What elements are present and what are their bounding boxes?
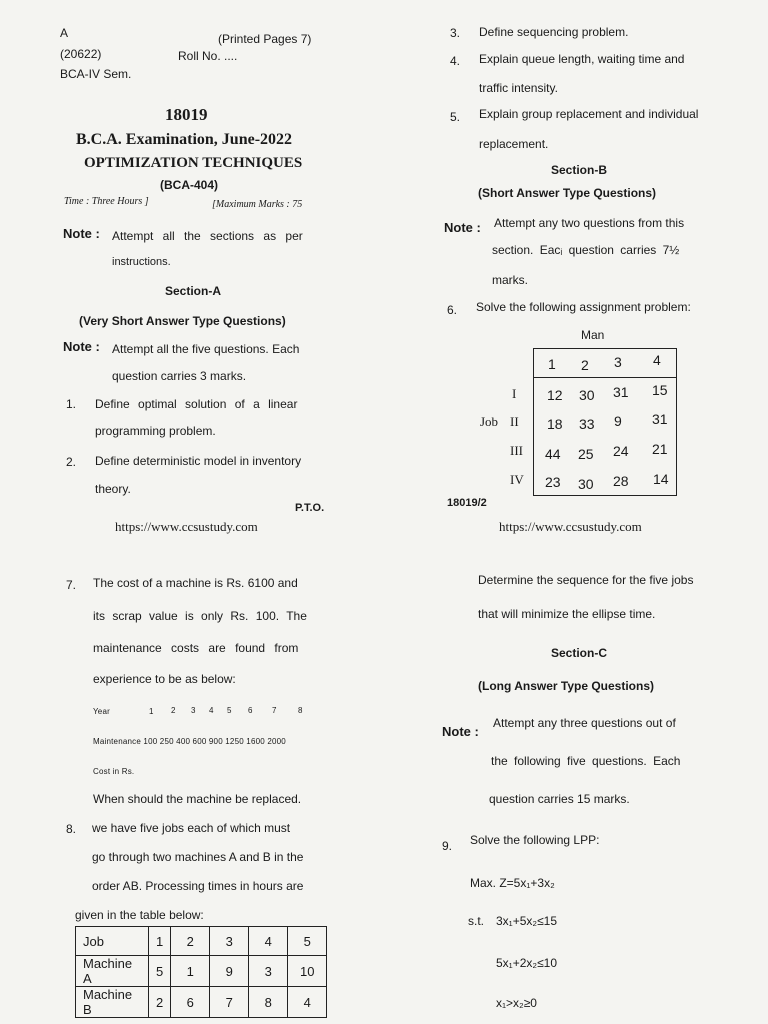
table-header-cell: 2: [171, 927, 210, 956]
question-number: 3.: [450, 26, 461, 40]
table-row: [76, 927, 327, 956]
year-value: 1: [149, 707, 154, 716]
matrix-cell: 14: [653, 471, 669, 487]
section-title: Section-B: [551, 163, 608, 177]
col-header: 2: [581, 357, 589, 373]
row-label: IV: [510, 472, 524, 487]
constraint: 5x₁+2x₂≤10: [496, 956, 557, 970]
question-number: 4.: [450, 54, 461, 68]
roll-number: Roll No. ....: [178, 49, 238, 63]
table-header-cell: 4: [249, 927, 288, 956]
matrix-cell: 33: [579, 416, 595, 432]
question-text: traffic intensity.: [479, 81, 558, 95]
question-number: 7.: [66, 578, 77, 592]
time-allowed: Time : Three Hours ]: [64, 196, 149, 207]
year-value: 6: [248, 706, 253, 715]
table-header-cell: 3: [210, 927, 249, 956]
note-text: Attempt all the five questions. Each: [112, 342, 300, 356]
note-text: question carries 3 marks.: [112, 369, 247, 383]
question-text: Define deterministic model in inventory: [95, 454, 302, 468]
constraint: x₁>x₂≥0: [496, 996, 537, 1010]
question-text: Explain queue length, waiting time and: [479, 52, 685, 66]
matrix-cell: 30: [578, 476, 594, 492]
question-number: 1.: [66, 397, 77, 411]
year-value: 8: [298, 706, 303, 715]
table-cell: 6: [171, 987, 210, 1018]
maximum-marks: [Maximum Marks : 75: [212, 199, 303, 210]
matrix-cell: 24: [613, 443, 629, 459]
semester: BCA-IV Sem.: [60, 67, 132, 81]
table-header-cell: 5: [288, 927, 327, 956]
year-value: 4: [209, 706, 214, 715]
table-cell: Machine A: [76, 956, 149, 987]
table-cell: 8: [249, 987, 288, 1018]
question-text: go through two machines A and B in the: [92, 850, 304, 864]
question-number: 9.: [442, 839, 453, 853]
matrix-cell: 28: [613, 473, 629, 489]
note-text: the following five questions. Each: [491, 754, 681, 768]
question-number: 6.: [447, 303, 458, 317]
matrix-cell: 21: [652, 441, 668, 457]
year-value: 2: [171, 706, 176, 715]
table-header-cell: 1: [149, 927, 171, 956]
question-text: Solve the following assignment problem:: [476, 300, 691, 314]
table-header-cell: Job: [76, 927, 149, 956]
objective-function: Max. Z=5x₁+3x₂: [470, 876, 555, 890]
paper-number: 18019: [165, 105, 208, 124]
question-number: 8.: [66, 822, 77, 836]
table-cell: 3: [249, 956, 288, 987]
question-text: Define sequencing problem.: [479, 25, 629, 39]
matrix-cell: 23: [545, 474, 561, 490]
paper-code: (20622): [60, 47, 102, 61]
note-label: Note :: [442, 724, 479, 739]
matrix-row-label: Job: [480, 414, 499, 429]
table-cell: 5: [149, 956, 171, 987]
table-row: [76, 956, 327, 987]
row-label: III: [510, 443, 523, 458]
note-text: Attempt any two questions from this: [494, 216, 685, 230]
exam-title: B.C.A. Examination, June-2022: [76, 131, 293, 148]
question-text: theory.: [95, 482, 131, 496]
col-header: 4: [653, 352, 661, 368]
question-text: maintenance costs are found from: [93, 641, 299, 655]
processing-times-table: [75, 926, 327, 1018]
subject-to-label: s.t.: [468, 914, 485, 928]
matrix-cell: 31: [652, 411, 668, 427]
cost-label: Cost in Rs.: [93, 767, 135, 776]
section-title: Section-C: [551, 646, 608, 660]
matrix-cell: 44: [545, 446, 561, 462]
col-header: 1: [548, 356, 556, 372]
table-cell: 10: [288, 956, 327, 987]
note-label: Note :: [444, 220, 481, 235]
col-header: 3: [614, 354, 622, 370]
section-subtitle: (Very Short Answer Type Questions): [79, 314, 286, 328]
subject-code: (BCA-404): [160, 178, 219, 192]
table-cell: 4: [288, 987, 327, 1018]
question-text: programming problem.: [95, 424, 216, 438]
matrix-cell: 15: [652, 382, 668, 398]
table-cell: 9: [210, 956, 249, 987]
section-title: Section-A: [165, 284, 222, 298]
question-text: Define optimal solution of a linear: [95, 397, 298, 411]
question-number: 5.: [450, 110, 461, 124]
question-text: we have five jobs each of which must: [92, 821, 291, 835]
matrix-cell: 30: [579, 387, 595, 403]
question-text: Explain group replacement and individual: [479, 107, 699, 121]
page-footer-code: 18019/2: [447, 497, 487, 509]
matrix-cell: 25: [578, 446, 594, 462]
website-url: https://www.ccsustudy.com: [115, 519, 258, 534]
note-label: Note :: [63, 339, 100, 354]
maintenance-row: Maintenance 100 250 400 600 900 1250 1600 2000: [93, 737, 286, 746]
year-value: 3: [191, 706, 196, 715]
question-text: its scrap value is only Rs. 100. The: [93, 609, 307, 623]
note-text: Attempt any three questions out of: [493, 716, 676, 730]
note-text: question carries 15 marks.: [489, 792, 630, 806]
question-text: replacement.: [479, 137, 549, 151]
question-text: experience to be as below:: [93, 672, 236, 686]
matrix-cell: 9: [614, 413, 622, 429]
question-number: 2.: [66, 455, 77, 469]
note-text: instructions.: [112, 256, 171, 268]
matrix-cell: 12: [547, 387, 563, 403]
pto-label: P.T.O.: [295, 502, 325, 514]
constraint: 3x₁+5x₂≤15: [496, 914, 557, 928]
question-text: Determine the sequence for the five jobs: [478, 573, 694, 587]
question-text: given in the table below:: [75, 908, 204, 922]
section-subtitle: (Long Answer Type Questions): [478, 679, 655, 693]
table-cell: 7: [210, 987, 249, 1018]
matrix-title: Man: [581, 328, 605, 342]
note-label: Note :: [63, 226, 100, 241]
series-label: A: [60, 26, 69, 40]
row-label: I: [512, 386, 517, 401]
matrix-cell: 18: [547, 416, 563, 432]
website-url: https://www.ccsustudy.com: [499, 519, 642, 534]
note-text: marks.: [492, 273, 528, 287]
note-text: Attempt all the sections as per: [112, 229, 303, 243]
year-label: Year: [93, 707, 110, 716]
question-text: Solve the following LPP:: [470, 833, 600, 847]
table-cell: 2: [149, 987, 171, 1018]
question-text: order AB. Processing times in hours are: [92, 879, 304, 893]
question-text: that will minimize the ellipse time.: [478, 607, 656, 621]
row-label: II: [510, 414, 519, 429]
table-cell: 1: [171, 956, 210, 987]
matrix-cell: 31: [613, 384, 629, 400]
year-value: 5: [227, 706, 232, 715]
subject-title: OPTIMIZATION TECHNIQUES: [84, 155, 303, 171]
table-cell: Machine B: [76, 987, 149, 1018]
question-text: When should the machine be replaced.: [93, 792, 302, 806]
section-subtitle: (Short Answer Type Questions): [478, 186, 657, 200]
question-text: The cost of a machine is Rs. 6100 and: [93, 576, 298, 590]
year-value: 7: [272, 706, 277, 715]
table-row: [76, 987, 327, 1018]
printed-pages: (Printed Pages 7): [218, 32, 312, 46]
note-text: section. Eacᵢ question carries 7½: [492, 243, 680, 257]
